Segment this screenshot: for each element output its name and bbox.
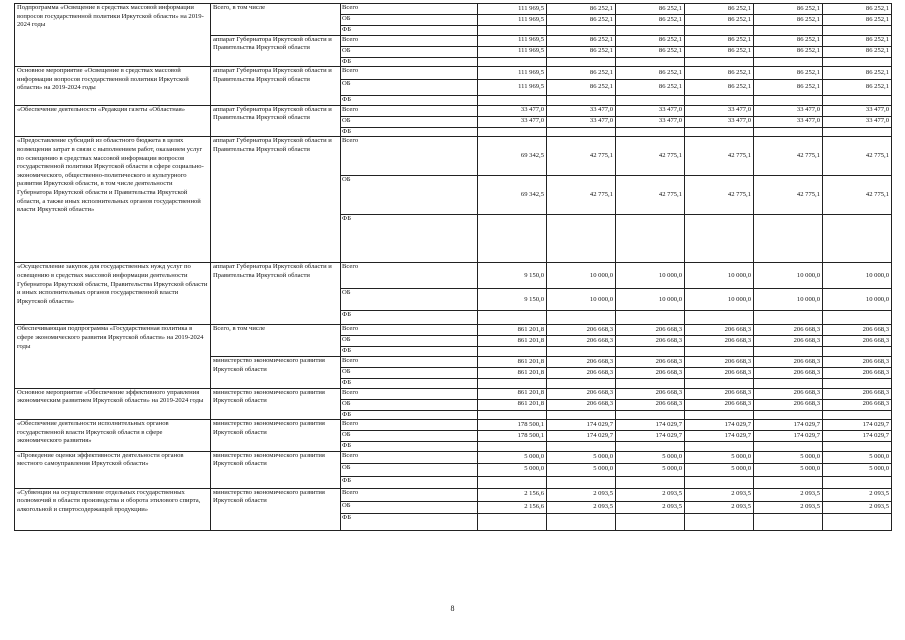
amount-cell: 206 668,3: [547, 367, 616, 378]
amount-cell: 206 668,3: [823, 388, 892, 399]
amount-cell: 206 668,3: [823, 399, 892, 410]
amount-cell: 206 668,3: [754, 356, 823, 367]
amount-cell: 42 775,1: [616, 137, 685, 176]
amount-cell: 10 000,0: [547, 289, 616, 311]
amount-cell: 10 000,0: [823, 289, 892, 311]
amount-cell: 206 668,3: [547, 325, 616, 336]
budget-table: [14, 3, 892, 531]
funding-source-cell: Всего: [341, 451, 478, 463]
amount-cell: 111 969,5: [478, 67, 547, 80]
amount-cell: 33 477,0: [547, 116, 616, 127]
amount-cell: [616, 311, 685, 325]
amount-cell: 10 000,0: [616, 263, 685, 289]
amount-cell: 206 668,3: [547, 399, 616, 410]
amount-cell: [754, 347, 823, 357]
amount-cell: [547, 311, 616, 325]
amount-cell: [823, 57, 892, 67]
funding-source-cell: Всего: [341, 105, 478, 116]
executor-cell: министерство экономического развития Иркутской области: [211, 420, 341, 452]
amount-cell: 86 252,1: [823, 15, 892, 26]
amount-cell: 86 252,1: [685, 46, 754, 57]
amount-cell: 174 029,7: [823, 431, 892, 442]
amount-cell: 33 477,0: [754, 116, 823, 127]
amount-cell: [754, 476, 823, 488]
amount-cell: 86 252,1: [823, 35, 892, 46]
table-row: [15, 325, 892, 336]
funding-source-cell: Всего: [341, 263, 478, 289]
amount-cell: 206 668,3: [616, 367, 685, 378]
amount-cell: 86 252,1: [685, 15, 754, 26]
amount-cell: [754, 26, 823, 36]
amount-cell: 86 252,1: [754, 35, 823, 46]
program-name-cell: «Обеспечение деятельности «Редакция газеты «Областная»: [15, 105, 211, 137]
amount-cell: 178 500,1: [478, 431, 547, 442]
funding-source-cell: Всего: [341, 67, 478, 80]
amount-cell: 42 775,1: [754, 137, 823, 176]
amount-cell: 42 775,1: [547, 176, 616, 215]
amount-cell: [547, 26, 616, 36]
amount-cell: [616, 26, 685, 36]
executor-cell: министерство экономического развития Иркутской области: [211, 388, 341, 420]
amount-cell: 206 668,3: [754, 399, 823, 410]
program-name-cell: «Субвенции на осуществление отдельных государственных полномочий в области производства и оборота этилового спирта, алкогольной и спиртосодержащей продукции»: [15, 488, 211, 530]
amount-cell: 86 252,1: [823, 46, 892, 57]
funding-source-cell: ФБ: [341, 96, 478, 106]
amount-cell: 5 000,0: [547, 463, 616, 476]
executor-cell: министерство экономического развития Иркутской области: [211, 451, 341, 488]
amount-cell: 861 201,8: [478, 367, 547, 378]
amount-cell: 86 252,1: [754, 67, 823, 80]
funding-source-cell: ФБ: [341, 347, 478, 357]
amount-cell: [754, 96, 823, 106]
amount-cell: 861 201,8: [478, 325, 547, 336]
amount-cell: 33 477,0: [685, 116, 754, 127]
amount-cell: [547, 378, 616, 388]
amount-cell: 5 000,0: [685, 463, 754, 476]
amount-cell: [478, 127, 547, 137]
amount-cell: 178 500,1: [478, 420, 547, 431]
amount-cell: 42 775,1: [547, 137, 616, 176]
executor-cell: Всего, в том числе: [211, 4, 341, 36]
amount-cell: 42 775,1: [685, 137, 754, 176]
amount-cell: [685, 410, 754, 420]
table-row: [15, 137, 892, 176]
amount-cell: 206 668,3: [547, 356, 616, 367]
executor-cell: аппарат Губернатора Иркутской области и Правительства Иркутской области: [211, 105, 341, 137]
amount-cell: [547, 513, 616, 530]
amount-cell: [685, 347, 754, 357]
amount-cell: [616, 476, 685, 488]
amount-cell: 86 252,1: [616, 35, 685, 46]
amount-cell: [478, 215, 547, 263]
amount-cell: 69 342,5: [478, 137, 547, 176]
executor-cell: аппарат Губернатора Иркутской области и Правительства Иркутской области: [211, 263, 341, 325]
amount-cell: 86 252,1: [685, 67, 754, 80]
funding-source-cell: ФБ: [341, 26, 478, 36]
amount-cell: 861 201,8: [478, 388, 547, 399]
amount-cell: 206 668,3: [547, 336, 616, 347]
amount-cell: [685, 96, 754, 106]
amount-cell: [823, 311, 892, 325]
amount-cell: 5 000,0: [823, 451, 892, 463]
amount-cell: 86 252,1: [616, 15, 685, 26]
amount-cell: [754, 311, 823, 325]
page-number: 8: [450, 604, 455, 613]
funding-source-cell: ОБ: [341, 80, 478, 96]
amount-cell: 861 201,8: [478, 336, 547, 347]
amount-cell: 174 029,7: [547, 431, 616, 442]
amount-cell: 206 668,3: [754, 388, 823, 399]
amount-cell: [823, 410, 892, 420]
amount-cell: 9 150,0: [478, 263, 547, 289]
amount-cell: 5 000,0: [547, 451, 616, 463]
amount-cell: 206 668,3: [616, 399, 685, 410]
amount-cell: 174 029,7: [754, 431, 823, 442]
funding-source-cell: ФБ: [341, 410, 478, 420]
amount-cell: 206 668,3: [616, 356, 685, 367]
amount-cell: [547, 410, 616, 420]
amount-cell: 86 252,1: [754, 46, 823, 57]
amount-cell: [616, 347, 685, 357]
amount-cell: 5 000,0: [616, 463, 685, 476]
table-row: [15, 263, 892, 289]
amount-cell: 2 093,5: [685, 488, 754, 501]
program-name-cell: «Проведение оценки эффективности деятельности органов местного самоуправления Иркутской области»: [15, 451, 211, 488]
amount-cell: [685, 442, 754, 452]
amount-cell: [478, 96, 547, 106]
amount-cell: 206 668,3: [754, 367, 823, 378]
amount-cell: 2 093,5: [616, 501, 685, 513]
funding-source-cell: Всего: [341, 420, 478, 431]
amount-cell: 111 969,5: [478, 15, 547, 26]
amount-cell: [685, 513, 754, 530]
executor-cell: аппарат Губернатора Иркутской области и Правительства Иркутской области: [211, 35, 341, 67]
amount-cell: 861 201,8: [478, 399, 547, 410]
table-row: [15, 105, 892, 116]
amount-cell: [754, 57, 823, 67]
amount-cell: 10 000,0: [547, 263, 616, 289]
amount-cell: [616, 57, 685, 67]
amount-cell: [685, 26, 754, 36]
amount-cell: [685, 127, 754, 137]
amount-cell: [478, 347, 547, 357]
amount-cell: [547, 347, 616, 357]
amount-cell: [685, 57, 754, 67]
table-row: [15, 67, 892, 80]
funding-source-cell: ФБ: [341, 311, 478, 325]
funding-source-cell: ОБ: [341, 367, 478, 378]
funding-source-cell: ФБ: [341, 215, 478, 263]
amount-cell: 2 156,6: [478, 488, 547, 501]
amount-cell: 33 477,0: [478, 116, 547, 127]
amount-cell: 10 000,0: [823, 263, 892, 289]
amount-cell: 206 668,3: [685, 325, 754, 336]
amount-cell: 86 252,1: [616, 4, 685, 15]
amount-cell: 111 969,5: [478, 4, 547, 15]
amount-cell: 206 668,3: [823, 336, 892, 347]
amount-cell: 2 093,5: [754, 488, 823, 501]
amount-cell: [478, 513, 547, 530]
amount-cell: 206 668,3: [685, 399, 754, 410]
amount-cell: 2 156,6: [478, 501, 547, 513]
amount-cell: [823, 96, 892, 106]
amount-cell: 206 668,3: [823, 356, 892, 367]
amount-cell: 42 775,1: [823, 137, 892, 176]
amount-cell: 206 668,3: [616, 325, 685, 336]
amount-cell: [616, 378, 685, 388]
amount-cell: 206 668,3: [754, 336, 823, 347]
amount-cell: 33 477,0: [616, 116, 685, 127]
executor-cell: аппарат Губернатора Иркутской области и Правительства Иркутской области: [211, 67, 341, 106]
amount-cell: 206 668,3: [685, 367, 754, 378]
amount-cell: 86 252,1: [823, 4, 892, 15]
funding-source-cell: ОБ: [341, 399, 478, 410]
amount-cell: 86 252,1: [823, 80, 892, 96]
funding-source-cell: Всего: [341, 35, 478, 46]
amount-cell: 5 000,0: [478, 451, 547, 463]
amount-cell: [823, 347, 892, 357]
amount-cell: 174 029,7: [754, 420, 823, 431]
amount-cell: 206 668,3: [685, 388, 754, 399]
amount-cell: [823, 513, 892, 530]
amount-cell: [616, 127, 685, 137]
funding-source-cell: ФБ: [341, 127, 478, 137]
funding-source-cell: ФБ: [341, 476, 478, 488]
amount-cell: 10 000,0: [685, 263, 754, 289]
amount-cell: 2 093,5: [823, 488, 892, 501]
program-name-cell: Подпрограмма «Освещение в средствах массовой информации вопросов государственной политики Иркутской области» на 2019-2024 годы: [15, 4, 211, 67]
funding-source-cell: ОБ: [341, 336, 478, 347]
amount-cell: [616, 96, 685, 106]
amount-cell: 42 775,1: [685, 176, 754, 215]
amount-cell: [547, 442, 616, 452]
amount-cell: 5 000,0: [754, 463, 823, 476]
amount-cell: [616, 442, 685, 452]
table-row: [15, 451, 892, 463]
amount-cell: 10 000,0: [685, 289, 754, 311]
amount-cell: 33 477,0: [685, 105, 754, 116]
amount-cell: 10 000,0: [754, 263, 823, 289]
funding-source-cell: ОБ: [341, 431, 478, 442]
program-name-cell: Обеспечивающая подпрограмма «Государственная политика в сфере экономического развития Иркутской области» на 2019-2024 годы: [15, 325, 211, 388]
amount-cell: 111 969,5: [478, 80, 547, 96]
amount-cell: 86 252,1: [547, 80, 616, 96]
amount-cell: 86 252,1: [547, 15, 616, 26]
amount-cell: 861 201,8: [478, 356, 547, 367]
funding-source-cell: ОБ: [341, 501, 478, 513]
amount-cell: [823, 215, 892, 263]
amount-cell: [823, 476, 892, 488]
funding-source-cell: Всего: [341, 356, 478, 367]
executor-cell: аппарат Губернатора Иркутской области и Правительства Иркутской области: [211, 137, 341, 263]
funding-source-cell: ОБ: [341, 176, 478, 215]
amount-cell: 111 969,5: [478, 35, 547, 46]
amount-cell: 33 477,0: [823, 116, 892, 127]
amount-cell: [823, 26, 892, 36]
amount-cell: 33 477,0: [754, 105, 823, 116]
amount-cell: 174 029,7: [616, 431, 685, 442]
amount-cell: 33 477,0: [547, 105, 616, 116]
amount-cell: 86 252,1: [685, 80, 754, 96]
amount-cell: 5 000,0: [616, 451, 685, 463]
amount-cell: [754, 442, 823, 452]
funding-source-cell: ОБ: [341, 463, 478, 476]
executor-cell: министерство экономического развития Иркутской области: [211, 488, 341, 530]
amount-cell: 174 029,7: [685, 420, 754, 431]
amount-cell: 206 668,3: [547, 388, 616, 399]
amount-cell: 2 093,5: [754, 501, 823, 513]
funding-source-cell: ОБ: [341, 289, 478, 311]
amount-cell: [685, 476, 754, 488]
amount-cell: 206 668,3: [616, 388, 685, 399]
funding-source-cell: ОБ: [341, 15, 478, 26]
table-row: [15, 4, 892, 15]
amount-cell: [478, 57, 547, 67]
funding-source-cell: ФБ: [341, 57, 478, 67]
amount-cell: 86 252,1: [754, 80, 823, 96]
amount-cell: [547, 476, 616, 488]
amount-cell: 2 093,5: [547, 488, 616, 501]
amount-cell: 86 252,1: [754, 4, 823, 15]
amount-cell: 206 668,3: [823, 367, 892, 378]
amount-cell: [478, 442, 547, 452]
amount-cell: 86 252,1: [547, 46, 616, 57]
amount-cell: [754, 127, 823, 137]
amount-cell: 174 029,7: [616, 420, 685, 431]
program-name-cell: Основное мероприятие «Освещение в средствах массовой информации вопросов государственной политики Иркутской области» на 2019-2024 годы: [15, 67, 211, 106]
amount-cell: 206 668,3: [823, 325, 892, 336]
amount-cell: [478, 311, 547, 325]
amount-cell: [823, 442, 892, 452]
amount-cell: 2 093,5: [685, 501, 754, 513]
amount-cell: 86 252,1: [685, 35, 754, 46]
executor-cell: Всего, в том числе: [211, 325, 341, 357]
amount-cell: 86 252,1: [616, 46, 685, 57]
amount-cell: [754, 378, 823, 388]
amount-cell: [547, 57, 616, 67]
amount-cell: [616, 513, 685, 530]
amount-cell: 86 252,1: [547, 67, 616, 80]
amount-cell: 174 029,7: [547, 420, 616, 431]
amount-cell: 86 252,1: [547, 35, 616, 46]
amount-cell: [547, 127, 616, 137]
funding-source-cell: Всего: [341, 137, 478, 176]
amount-cell: 111 969,5: [478, 46, 547, 57]
amount-cell: 2 093,5: [823, 501, 892, 513]
amount-cell: [616, 410, 685, 420]
amount-cell: 86 252,1: [616, 80, 685, 96]
amount-cell: [478, 476, 547, 488]
amount-cell: [823, 127, 892, 137]
amount-cell: 42 775,1: [616, 176, 685, 215]
amount-cell: 174 029,7: [685, 431, 754, 442]
amount-cell: [823, 378, 892, 388]
amount-cell: [685, 311, 754, 325]
amount-cell: [685, 215, 754, 263]
funding-source-cell: ФБ: [341, 442, 478, 452]
table-row: [15, 388, 892, 399]
funding-source-cell: Всего: [341, 325, 478, 336]
amount-cell: 86 252,1: [754, 15, 823, 26]
amount-cell: [547, 215, 616, 263]
amount-cell: 5 000,0: [754, 451, 823, 463]
amount-cell: 2 093,5: [616, 488, 685, 501]
amount-cell: 5 000,0: [478, 463, 547, 476]
amount-cell: 206 668,3: [685, 336, 754, 347]
amount-cell: 42 775,1: [754, 176, 823, 215]
executor-cell: министерство экономического развития Иркутской области: [211, 356, 341, 388]
amount-cell: 33 477,0: [823, 105, 892, 116]
amount-cell: 2 093,5: [547, 501, 616, 513]
amount-cell: [685, 378, 754, 388]
amount-cell: [547, 96, 616, 106]
funding-source-cell: ОБ: [341, 116, 478, 127]
amount-cell: [478, 378, 547, 388]
program-name-cell: «Обеспечение деятельности исполнительных органов государственной власти Иркутской области в сфере экономического развития»: [15, 420, 211, 452]
amount-cell: 10 000,0: [616, 289, 685, 311]
amount-cell: [754, 410, 823, 420]
funding-source-cell: ФБ: [341, 378, 478, 388]
program-name-cell: «Предоставление субсидий из областного бюджета в целях возмещения затрат в связи с выполнением работ, оказанием услуг по освещению в средствах массовой информации вопросов государственной политики Иркутской области в сфере социально-экономического, общественно-политического и культурного развития Иркутской области, в том числе деятельности Губернатора Иркутской области и Правительства Иркутской области, а также иных исполнительных органов государственной власти Иркутской области»: [15, 137, 211, 263]
amount-cell: 86 252,1: [616, 67, 685, 80]
program-name-cell: Основное мероприятие «Обеспечение эффективного управления экономическим развитием Иркутской области» на 2019-2024 годы: [15, 388, 211, 420]
amount-cell: 86 252,1: [823, 67, 892, 80]
amount-cell: 86 252,1: [547, 4, 616, 15]
amount-cell: 5 000,0: [685, 451, 754, 463]
amount-cell: 33 477,0: [478, 105, 547, 116]
amount-cell: 174 029,7: [823, 420, 892, 431]
amount-cell: 10 000,0: [754, 289, 823, 311]
funding-source-cell: Всего: [341, 388, 478, 399]
amount-cell: 5 000,0: [823, 463, 892, 476]
amount-cell: 69 342,5: [478, 176, 547, 215]
funding-source-cell: ФБ: [341, 513, 478, 530]
amount-cell: 86 252,1: [685, 4, 754, 15]
amount-cell: 206 668,3: [685, 356, 754, 367]
table-row: [15, 488, 892, 501]
amount-cell: 206 668,3: [616, 336, 685, 347]
funding-source-cell: Всего: [341, 488, 478, 501]
amount-cell: [754, 215, 823, 263]
amount-cell: 33 477,0: [616, 105, 685, 116]
funding-source-cell: Всего: [341, 4, 478, 15]
amount-cell: [616, 215, 685, 263]
amount-cell: [478, 410, 547, 420]
amount-cell: 206 668,3: [754, 325, 823, 336]
funding-source-cell: ОБ: [341, 46, 478, 57]
amount-cell: 42 775,1: [823, 176, 892, 215]
program-name-cell: «Осуществление закупок для государственных нужд услуг по освещению в средствах массовой информации деятельности Губернатора Иркутской области, Правительства Иркутской области и иных исполнительных органов государственной власти Иркутской области»: [15, 263, 211, 325]
amount-cell: [754, 513, 823, 530]
table-row: [15, 420, 892, 431]
amount-cell: 9 150,0: [478, 289, 547, 311]
amount-cell: [478, 26, 547, 36]
